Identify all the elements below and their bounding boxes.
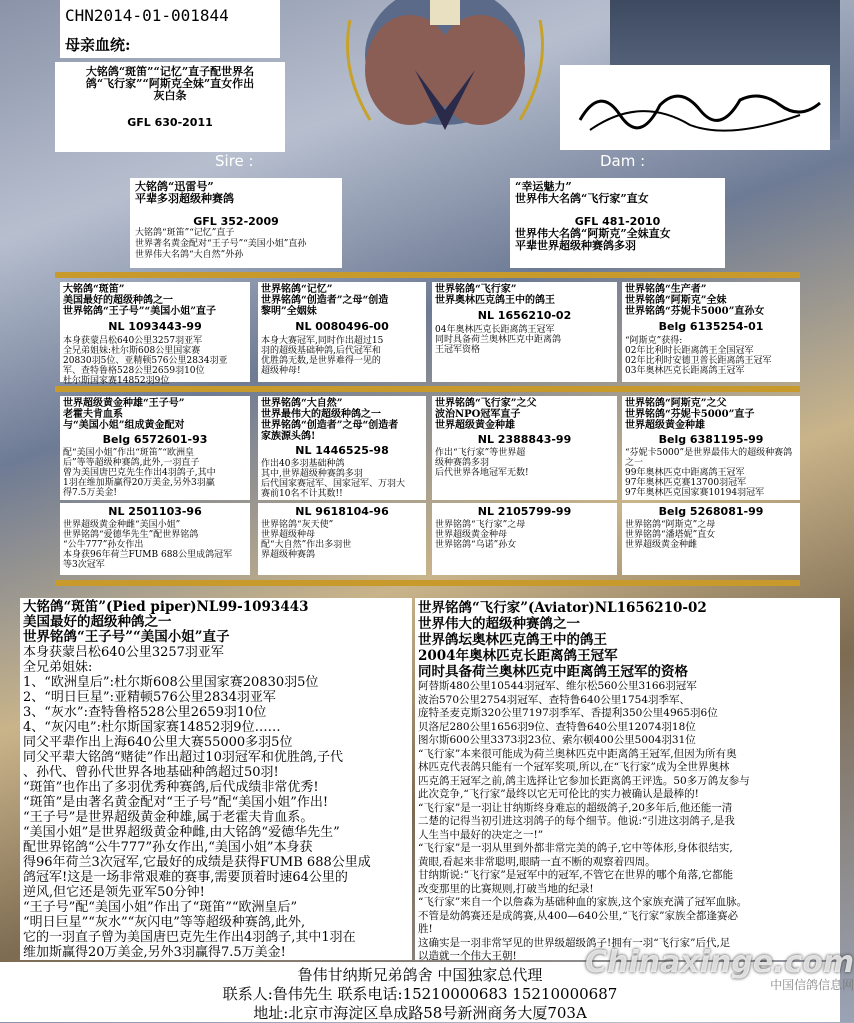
right-panel-line: “飞行家”本来很可能成为荷兰奥林匹克中距离鸽王冠军,但因为所有奥 [418,747,737,760]
gen3-ring: Belg 6381195-99 [658,433,764,446]
pigeon-artwork [330,0,560,140]
gen2-title: 世界铭鸽“王子号”“美国小姐”直子 [63,306,217,317]
gen4-note: 界超级种赛鸽 [261,550,316,560]
gen4-note: 世界超级种母 [261,530,316,540]
gen2-note: 同时具备荷兰奥林匹克中距离鸽 [435,335,562,345]
gen2-note: 杜尔斯国家赛14852羽9位 [63,376,170,386]
footer-contact: 联系人:鲁伟先生 联系电话:15210000683 15210000687 [222,985,618,1003]
left-panel-line: 得96年荷兰3次冠军,它最好的成绩是获得FUMB 688公里成 [23,855,371,870]
left-panel-line: 本身获蒙吕松640公里3257羽亚军 [23,645,224,660]
gen2-ring: Belg 6135254-01 [658,320,764,333]
mother-box [55,62,285,152]
left-panel-line: “王子号”配“美国小姐”作出了“斑笛”“欧洲皇后” [23,900,298,915]
right-panel-line: 改变那里的比赛规则,打破当地的纪录! [418,882,594,895]
gen2-ring: NL 1093443-99 [108,320,202,333]
gen2-note: 02年比利时长距离鸽王全国冠军 [625,346,754,356]
right-panel-line: 庞特圣麦克斯320公里7197羽季军、香提利350公里4965羽6位 [418,707,718,719]
gen2-title: 美国最好的超级种鸽之一 [63,295,173,306]
gen4-note: 等3次冠军 [63,560,105,570]
right-panel-line: 以造就一个伟大王朝! [418,950,517,962]
right-panel-line: 这确实是一羽非常罕见的世界级超级鸽子!拥有一羽“飞行家”后代,足 [418,936,731,949]
sire-box [130,178,342,268]
gen2-title: 世界铭鸽“阿斯克”全妹 [625,295,727,306]
gold-divider [55,272,800,278]
gen3-title: 波治NPO冠军直子 [435,409,521,420]
gen2-note: 羽的超级基础种鸽,后代冠军和 [261,346,381,356]
gen3-ring: NL 1446525-98 [295,444,389,457]
gen3-note: 赛前10名不计其数!! [261,489,343,499]
gen4-note: 本身获96年荷兰FUMB 688公里成鸽冠军 [63,550,233,560]
gen2-note: 优胜鸽无数,是世界难得一见的 [261,356,381,366]
gen4-ring: NL 9618104-96 [295,505,389,518]
gen3-box [432,396,617,500]
gen3-box [60,396,250,500]
gen3-note: 作出“飞行家”等世界超 [435,448,526,458]
gen3-note: 之一 [625,458,644,468]
right-panel-head: 世界铭鸽“飞行家”(Aviator)NL1656210-02 [418,600,707,616]
gen3-note: 97年奥林匹克赛13700羽冠军 [625,478,747,488]
watermark-sub: 中国信鸽信息网 [770,978,854,992]
footer-address: 地址:北京市海淀区阜成路58号新洲商务大厦703A [253,1004,587,1022]
signature-box [560,65,830,150]
right-panel-line: 甘纳斯说:“飞行家”是冠军中的冠军,不管它在世界的哪个角落,它都能 [418,869,733,881]
gen2-title: 世界铭鸽“记忆” [261,284,333,295]
sire-line: 平辈多羽超级种赛鸽 [135,192,234,205]
gen2-box [432,282,617,382]
gen3-title: 世界超级黄金种雄 [435,420,515,431]
gen2-note: 20830羽5位、亚精顿576公里2834羽亚 [63,356,228,366]
gen2-note: 03年奥林匹克长距离鸽王冠军 [625,366,745,376]
gen4-inner [622,503,800,552]
ring-number-box [60,0,280,58]
gen3-title: 世界超级黄金种雄“王子号” [63,398,185,409]
gen2-note: 全兄弟姐妹:杜尔斯608公里国家赛 [63,346,201,356]
gen2-note: 本身获蒙吕松640公里3257羽亚军 [63,336,203,346]
sire-label: Sire : [215,152,254,170]
gen4-note: 世界铭鸽“乌诺”孙女 [435,540,517,550]
gen3-title: 世界超级黄金种雄 [625,420,705,431]
watermark-text: Chinaxinge.com [585,945,854,980]
gen3-title: 世界铭鸽“阿斯克”之父 [625,398,727,409]
gen3-title: 世界铭鸽“芬妮卡5000”直子 [625,409,755,420]
gen2-title: 世界奥林匹克鸽王中的鸽王 [435,295,555,306]
sire-note: 世界著名黄金配对“王子号”“美国小姐”直孙 [135,239,307,249]
gen3-note: 配“美国小姐”作出“斑笛”“欧洲皇 [63,448,195,458]
left-panel-line: 维加斯赢得20万美金,另外3羽赢得7.5万美金! [23,945,286,960]
gen3-note: 后代国家赛冠军、国家冠军、万羽大 [261,479,406,489]
gen2-inner [622,282,800,378]
right-panel-line: “飞行家”来自一个以詹森为基础种血的家族,这个家族充满了冠军血脉。 [418,896,748,908]
gen2-title: 世界铭鸽“生产者” [625,284,707,295]
right-panel-head: 同时具备荷兰奥林匹克中距离鸽王冠军的资格 [418,664,688,680]
left-panel-line: 1、“欧洲皇后”:杜尔斯608公里国家赛20830羽5位 [23,675,319,690]
gen4-note: “公牛777”孙女作出 [63,540,144,550]
left-panel-line: 配世界铭鸽“公牛777”孙女作出,“美国小姐”本身获 [23,840,313,855]
gen2-ring: NL 0080496-00 [295,320,389,333]
right-panel-line: 此次竞争,“飞行家”最终以它无可伦比的实力被确认是最棒的! [418,788,699,800]
mother-line: 大铭鸽“斑笛”“记忆”直子配世界名 [85,65,255,78]
gen4-ring: NL 2501103-96 [108,505,202,518]
gen3-box [622,396,800,500]
gen3-title: 世界铭鸽“创造者”之母“创造者 [261,420,399,431]
left-panel-line: 3、“灰水”:查特鲁格528公里2659羽10位 [23,705,267,720]
dam-box [510,178,725,268]
left-panel-line: “美国小姐”是世界超级黄金种雌,由大铭鸽“爱德华先生” [23,825,340,840]
gen2-note: 本身大赛冠军,同时作出超过15 [261,336,384,346]
gen2-note: 超级种母! [261,366,301,376]
sire-note: 大铭鸽“斑笛”“记忆”直子 [135,228,235,238]
gen2-title: 世界铭鸽“创造者”之母“创造 [261,295,389,306]
right-panel-head: 世界鸽坛奥林匹克鸽王中的鸽王 [418,632,607,648]
sire-note: 世界伟大名鸽“大自然”外孙 [135,250,244,260]
gen4-box [60,503,250,575]
left-panel-line: “王子号”是世界超级黄金种雄,属于老霍夫肯血系。 [23,810,314,825]
gen4-note: 世界超级黄金种母 [435,530,508,540]
gen3-note: 其中,世界超级种赛鸽多羽 [261,469,363,479]
right-panel-line: 林匹克代表鸽只能有一个冠军奖项,所以,在“飞行家”成为全世界奥林 [418,761,730,773]
gen3-note: 后”等等超级种赛鸽,此外,一羽直子 [63,458,200,468]
gen3-title: 世界铭鸽“飞行家”之父 [435,398,537,409]
gen3-note: 97年奥林匹克国家赛10194羽冠军 [625,488,765,498]
gen3-inner [60,396,250,500]
gen4-note: 世界超级黄金种雌 [625,540,698,550]
gen3-ring: Belg 6572601-93 [102,433,208,446]
gen2-note: 王冠军资格 [435,345,481,355]
gen2-title: 黎明”全姻妹 [261,306,317,317]
gen3-inner [622,396,800,500]
right-panel-line: 胜! [418,923,433,935]
left-panel-line: “明日巨星”“灰水”“灰闪电”等等超级种赛鸽,此外, [23,915,306,930]
gen4-ring: NL 2105799-99 [477,505,572,518]
gen3-title: 世界铭鸽“大自然” [261,398,343,409]
gen2-title: 世界铭鸽“飞行家” [435,284,517,295]
left-panel-line: “斑笛”是由著名黄金配对“王子号”配“美国小姐”作出! [23,795,329,810]
gen3-note: 99年奥林匹克中距离鸽王冠军 [625,468,745,478]
left-panel-line: “斑笛”也作出了多羽优秀种赛鸽,后代成绩非常优秀! [23,780,319,795]
right-panel-line: 图尔斯600公里3373羽23位、索尔顿400公里5004羽31位 [418,734,696,746]
gen2-note: “阿斯克”获得: [625,336,683,346]
gen4-note: 世界铭鸽“潘塔妮”直女 [625,530,716,540]
mother-line: 灰白条 [153,89,187,102]
gen2-box [60,282,250,386]
gen3-note: 1羽在维加斯赢得20万美金,另外3羽赢 [63,478,215,488]
left-panel-line: 逆风,但它还是领先亚军50分钟! [23,885,205,900]
mother-line: 鸽“飞行家”“阿斯克全妹”直女作出 [85,77,255,90]
gen3-title: 世界最伟大的超级种鸽之一 [261,409,381,420]
signature-image [560,65,830,150]
right-panel-line: 贝洛尼280公里1656羽9位、查特鲁640公里12074羽18位 [418,720,696,733]
left-panel-line: 美国最好的超级种鸽之一 [23,614,172,630]
dam-label: Dam : [600,152,646,170]
dam-line: “幸运魅力” [515,180,572,193]
gen3-note: 曾为美国唐巴克先生作出4羽鸽子,其中 [63,468,216,478]
right-panel-line: “飞行家”是一羽让甘纳斯终身难忘的超级鸽子,20多年后,他还能一清 [418,801,733,814]
left-panel-line: 同父平辈作出上海640公里大赛55000多羽5位 [23,735,293,750]
gen2-box [258,282,426,382]
gen2-inner [258,282,426,378]
gen2-title: 大铭鸽“斑笛” [63,284,125,295]
gen3-note: 后代世界各地冠军无数! [435,468,529,478]
gen3-title: 老霍夫肯血系 [63,409,123,420]
gen4-inner [432,503,617,552]
gen4-box [432,503,617,575]
gen2-note: 02年比利时安德卫普长距离鸽王冠军 [625,356,772,366]
right-panel-head: 世界伟大的超级种赛鸽之一 [418,616,580,632]
right-panel-line: 二楚的记得当初引进这羽鸽子的每个细节。他说:“引进这羽鸽子,是我 [418,815,735,827]
right-panel-head: 2004年奥林匹克长距离鸽王冠军 [418,648,618,664]
left-panel-line: 世界铭鸽“王子号”“美国小姐”直子 [23,629,230,645]
gold-divider [55,580,800,586]
left-panel-line: 同父平辈大铭鸽“赌徒”作出超过10羽冠军和优胜鸽,子代 [23,750,343,765]
left-panel-line: 全兄弟姐妹: [23,660,93,675]
right-panel-line: 不管是幼鸽赛还是成鸽赛,从400—640公里,“飞行家”家族全都逢赛必 [418,909,738,922]
left-panel-line: 、孙代、曾孙代世界各地基础种鸽超过50羽! [23,765,279,780]
gen3-note: “芬妮卡5000”是世界最伟大的超级种赛鸽 [625,448,793,458]
footer-loft: 鲁伟甘纳斯兄弟鸽舍 中国独家总代理 [297,966,543,984]
gen3-inner [432,396,617,480]
gen3-note: 级种赛鸽多羽 [435,458,490,468]
gen2-inner [432,282,617,357]
gen3-ring: NL 2388843-99 [477,433,572,446]
gen4-note: 世界超级黄金种雌“美国小姐” [63,520,181,530]
gen4-inner [60,503,250,572]
left-panel-line: 4、“灰闪电”:杜尔斯国家赛14852羽9位…… [23,720,281,735]
gen2-title: 世界铭鸽“芬妮卡5000”直孙女 [625,306,765,317]
right-description-panel [415,598,840,960]
mother-ring: GFL 630-2011 [127,116,213,129]
left-panel-line: 鸽冠军!这是一场非常艰难的赛事,需要顶着时速64公里的 [23,870,348,885]
gen4-ring: Belg 5268081-99 [658,505,764,518]
gen3-title: 与“美国小姐”组成黄金配对 [63,420,185,431]
gen2-note: 军、查特鲁格528公里2659羽10位 [63,366,205,376]
gen3-note: 作出40多羽基础种鸽 [261,459,345,469]
dam-note: 世界伟大名鸽“阿斯克”全妹直女 [515,227,671,240]
dam-line: 世界伟大名鸽“飞行家”直女 [515,192,649,205]
right-panel-line: 匹克鸽王冠军之前,鸽主选择让它参加长距离鸽王评选。50多万鸽友参与 [418,774,750,787]
left-panel-line: 它的一羽直子曾为美国唐巴克先生作出4羽鸽子,其中1羽在 [23,930,356,945]
gen4-box [622,503,800,575]
sire-ring: GFL 352-2009 [193,215,279,228]
right-panel-line: 阿替斯480公里10544羽冠军、维尔松560公里3166羽冠军 [418,680,697,692]
gen4-note: 世界铭鸽“阿斯克”之母 [625,520,716,530]
right-panel-line: “飞行家”是一羽从里到外都非常完美的鸽子,它中等体形,身体很结实, [418,842,733,854]
gen2-inner [60,282,250,388]
sire-line: 大铭鸽“迅雷号” [135,180,214,193]
gen2-ring: NL 1656210-02 [477,309,572,322]
right-panel-line: 波治570公里2754羽冠军、查特鲁640公里1754羽季军、 [418,693,691,706]
gen4-box [258,503,426,575]
gen4-inner [258,503,426,562]
gen2-box [622,282,800,382]
left-panel-line: 2、“明日巨星”:亚精顿576公里2834羽亚军 [23,690,276,705]
gen3-note: 得7.5万美金! [63,488,117,498]
page-title: 母亲血统: [65,36,131,54]
watermark [585,945,854,993]
gen4-note: 世界铭鸽“爱德华先生”配世界铭鸽 [63,530,199,540]
gen4-note: 配“大自然”作出多羽世 [261,540,352,550]
dam-note: 平辈世界超级种赛鸽多羽 [515,239,636,252]
left-description-panel [20,598,412,960]
gen3-title: 家族源头鸽! [261,431,316,442]
dam-ring: GFL 481-2010 [574,215,661,228]
left-panel-line: 大铭鸽“斑笛”(Pied piper)NL99-1093443 [23,599,309,615]
right-panel-line: 黄眼,看起来非常聪明,眼睛一直不断的观察着四周。 [418,855,656,868]
gen4-note: 世界铭鸽“飞行家”之母 [435,520,526,530]
gen3-inner [258,396,426,501]
right-panel-line: 人生当中最好的决定之一!” [418,828,544,841]
gen2-note: 04年奥林匹克长距离鸽王冠军 [435,325,555,335]
ring-number: CHN2014-01-001844 [65,6,229,25]
gen4-note: 世界铭鸽“灰天使” [261,520,334,530]
gen3-box [258,396,426,500]
